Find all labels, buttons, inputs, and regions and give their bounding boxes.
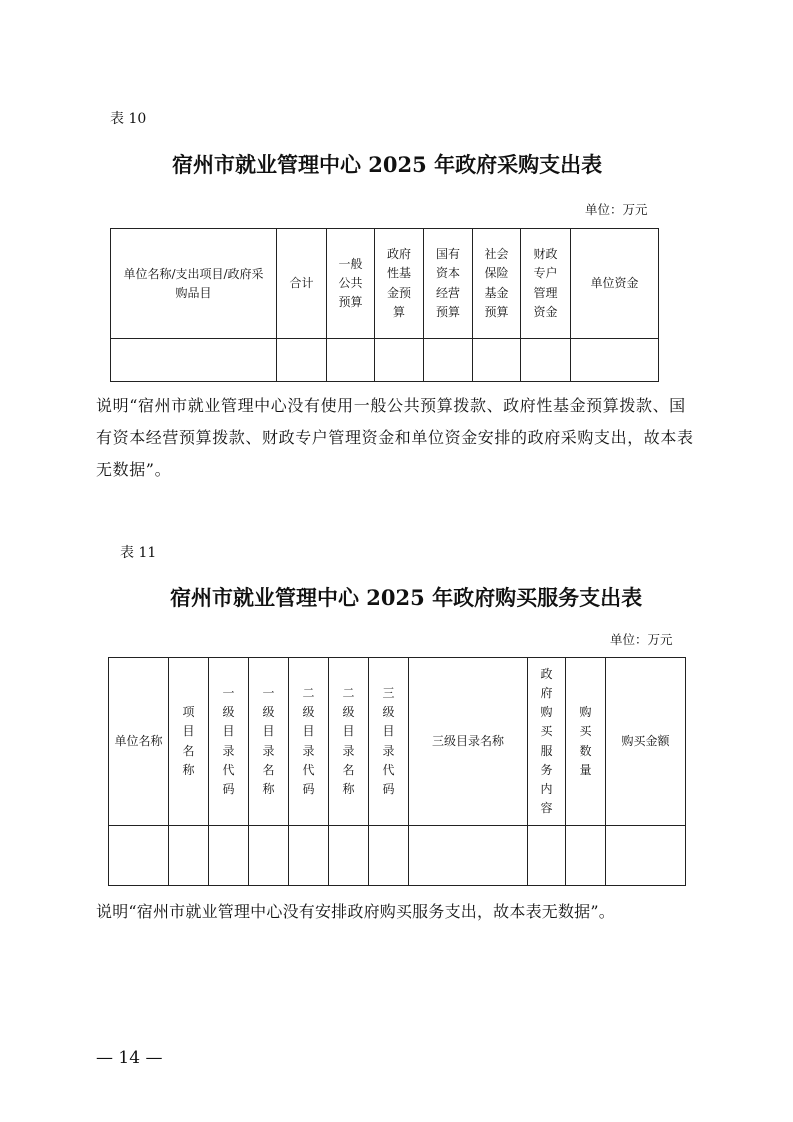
table10-header-state-capital-budget: 国有资本经营预算	[424, 229, 473, 339]
table10-header-total: 合计	[277, 229, 327, 339]
table11-note: 说明“宿州市就业管理中心没有安排政府购买服务支出，故本表无数据”。	[96, 902, 615, 921]
table10-header-unit-name: 单位名称/支出项目/政府采购品目	[111, 229, 277, 339]
table11-header-row	[109, 658, 686, 826]
table11-header-level3-name: 三级目录名称	[409, 658, 528, 826]
table11-header-level1-code: 一级目录代码	[209, 658, 249, 826]
table11-header-service-content: 政府购买服务内容	[528, 658, 566, 826]
table11-header-project-name: 项目名称	[169, 658, 209, 826]
table11-header-purchase-quantity: 购买数量	[566, 658, 606, 826]
table10-header-row	[111, 229, 659, 339]
table11-title: 宿州市就业管理中心 2025 年政府购买服务支出表	[170, 585, 643, 610]
table11-label: 表 11	[120, 545, 157, 561]
table11-empty-row	[109, 826, 686, 886]
table10-note: 说明“宿州市就业管理中心没有使用一般公共预算拨款、政府性基金预算拨款、国有资本经营预算拨款、财政专户管理资金和单位资金安排的政府采购支出，故本表无数据”。	[96, 396, 694, 479]
table10-header-fiscal-account-funds: 财政专户管理资金	[521, 229, 571, 339]
table11-header-level1-name: 一级目录名称	[249, 658, 289, 826]
table10-header-fund-budget: 政府性基金预算	[375, 229, 424, 339]
table11-header-level2-name: 二级目录名称	[329, 658, 369, 826]
page-number: — 14 —	[96, 1048, 163, 1068]
table11-header-unit-name: 单位名称	[109, 658, 169, 826]
table10-unit: 单位：万元	[585, 202, 648, 217]
table11-grid	[108, 657, 686, 886]
table10-header-social-insurance-budget: 社会保险基金预算	[473, 229, 521, 339]
table10-label: 表 10	[110, 111, 147, 127]
table11-unit: 单位：万元	[610, 632, 673, 647]
table10-grid	[110, 228, 659, 382]
table10-empty-row	[111, 339, 659, 382]
table10-header-unit-funds: 单位资金	[571, 229, 659, 339]
table11-header-level3-code: 三级目录代码	[369, 658, 409, 826]
table10-title: 宿州市就业管理中心 2025 年政府采购支出表	[172, 152, 603, 177]
table11-header-level2-code: 二级目录代码	[289, 658, 329, 826]
table10-header-general-budget: 一般公共预算	[327, 229, 375, 339]
table11-header-purchase-amount: 购买金额	[606, 658, 686, 826]
